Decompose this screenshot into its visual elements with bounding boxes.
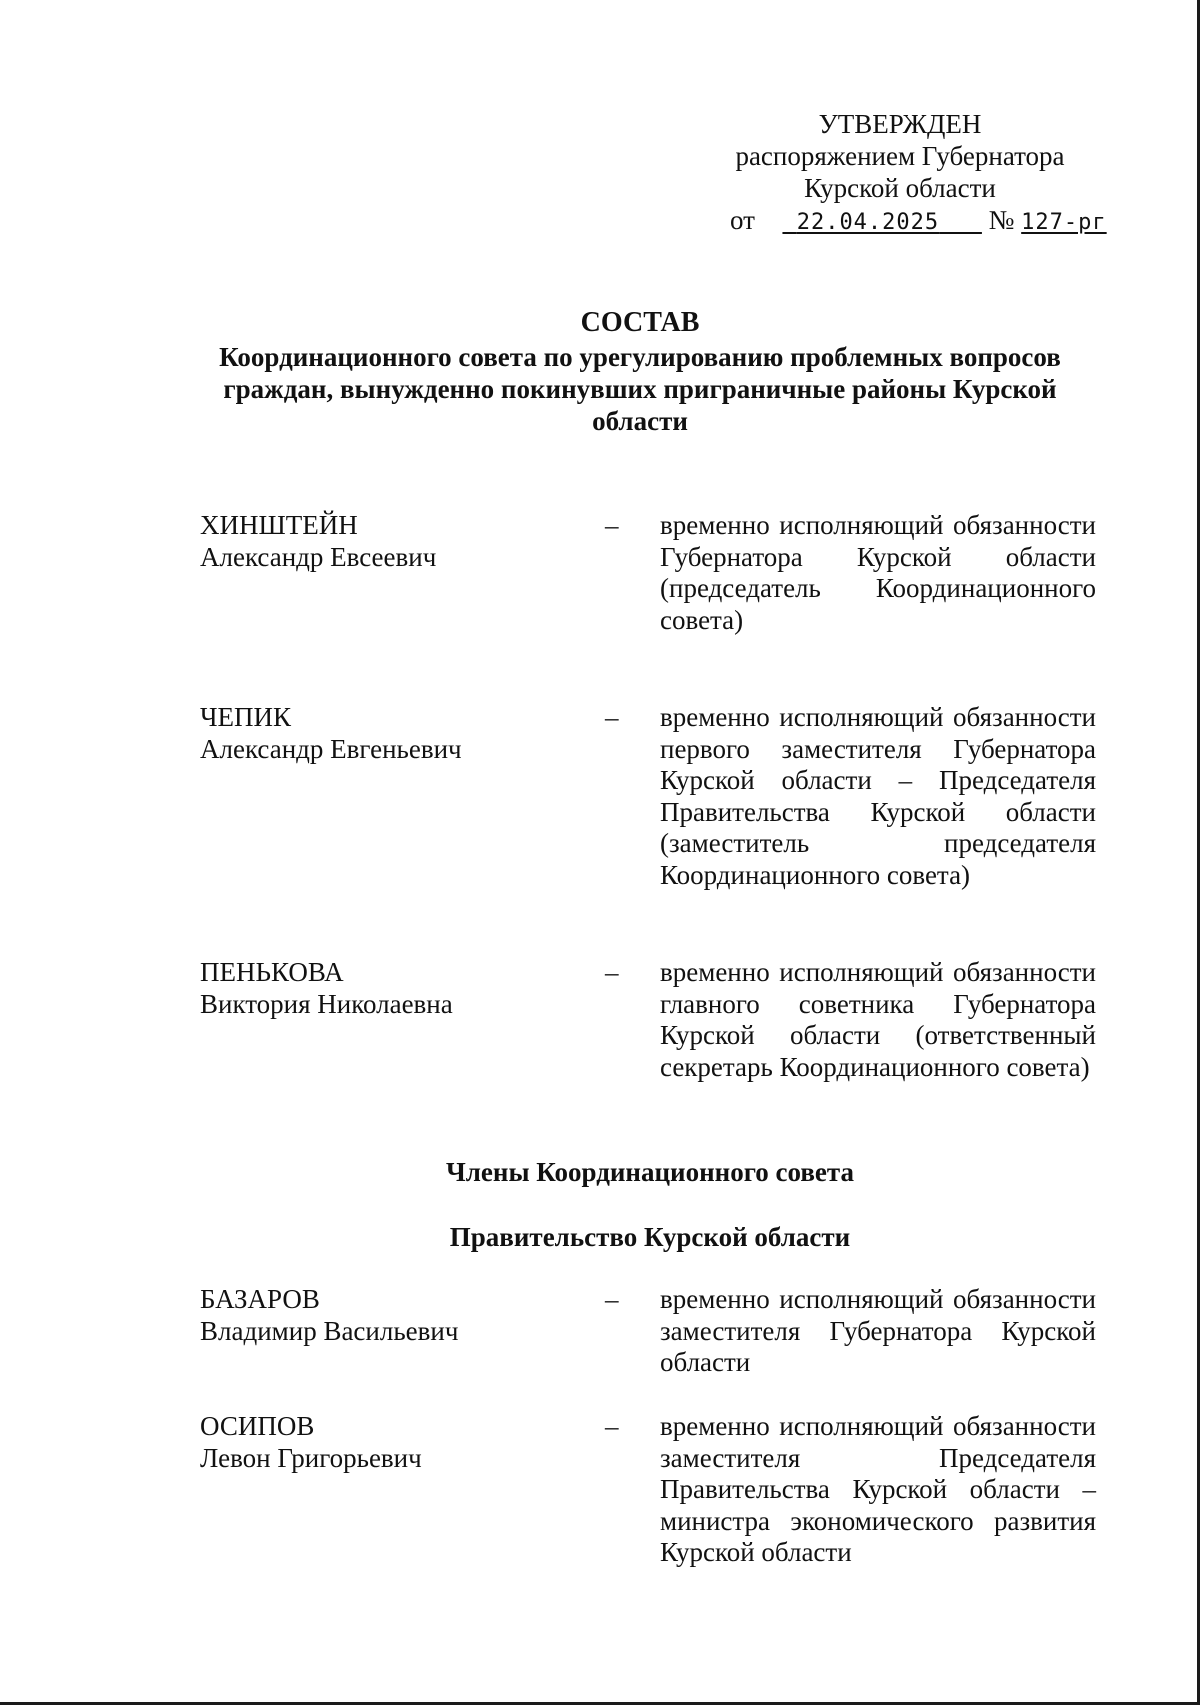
member-name [200, 1284, 580, 1347]
approved-region: Курской области [804, 173, 996, 203]
approval-date-line [730, 204, 1107, 239]
member-name [200, 1411, 580, 1474]
members-heading: Члены Координационного совета [445, 1157, 855, 1187]
member-role: временно исполняющий обязанности заместителя Губернатора Курской области [660, 1284, 1096, 1377]
member-name [200, 702, 580, 765]
approval-date: 22.04.2025 [796, 210, 940, 235]
member-dash: – [605, 1284, 619, 1314]
member-surname: ЧЕПИК [200, 702, 292, 732]
member-surname: ОСИПОВ [200, 1411, 315, 1441]
approval-stamp-block [700, 108, 1107, 239]
member-surname: ПЕНЬКОВА [200, 957, 344, 987]
member-name [200, 510, 580, 573]
member-given-names: Владимир Васильевич [200, 1315, 459, 1346]
member-role: временно исполняющий обязанности главного советника Губернатора Курской области (ответственный секретарь Координационного совета) [660, 957, 1096, 1082]
member-role: временно исполняющий обязанности заместителя Председателя Правительства Курской области – министра экономического развития Курской области [660, 1411, 1096, 1567]
member-given-names: Александр Евсеевич [200, 541, 437, 572]
member-surname: БАЗАРОВ [200, 1284, 320, 1314]
document-title: СОСТАВ [580, 307, 700, 338]
member-given-names: Левон Григорьевич [200, 1442, 422, 1473]
member-given-names: Александр Евгеньевич [200, 733, 462, 764]
member-dash: – [605, 510, 619, 540]
approved-by-order: распоряжением Губернатора [735, 141, 1065, 171]
member-role: временно исполняющий обязанности первого заместителя Губернатора Курской области – Председателя Правительства Курской области (заместитель председателя Координационного совета) [660, 702, 1096, 890]
number-prefix: № [988, 205, 1015, 235]
government-heading: Правительство Курской области [449, 1222, 851, 1252]
member-surname: ХИНШТЕЙН [200, 510, 358, 540]
approved-label: УТВЕРЖДЕН [818, 109, 982, 139]
member-dash: – [605, 1411, 619, 1441]
member-name [200, 957, 580, 1020]
document-subtitle: Координационного совета по урегулированию проблемных вопросов граждан, вынужденно покинувших приграничные районы Курской области [219, 342, 1061, 436]
approval-number: 127-рг [1021, 210, 1107, 235]
member-role: временно исполняющий обязанности Губернатора Курской области (председатель Координационного совета) [660, 510, 1096, 635]
member-dash: – [605, 957, 619, 987]
date-prefix: от [730, 205, 755, 235]
member-dash: – [605, 702, 619, 732]
document-title-block [190, 307, 1090, 437]
member-given-names: Виктория Николаевна [200, 988, 453, 1019]
